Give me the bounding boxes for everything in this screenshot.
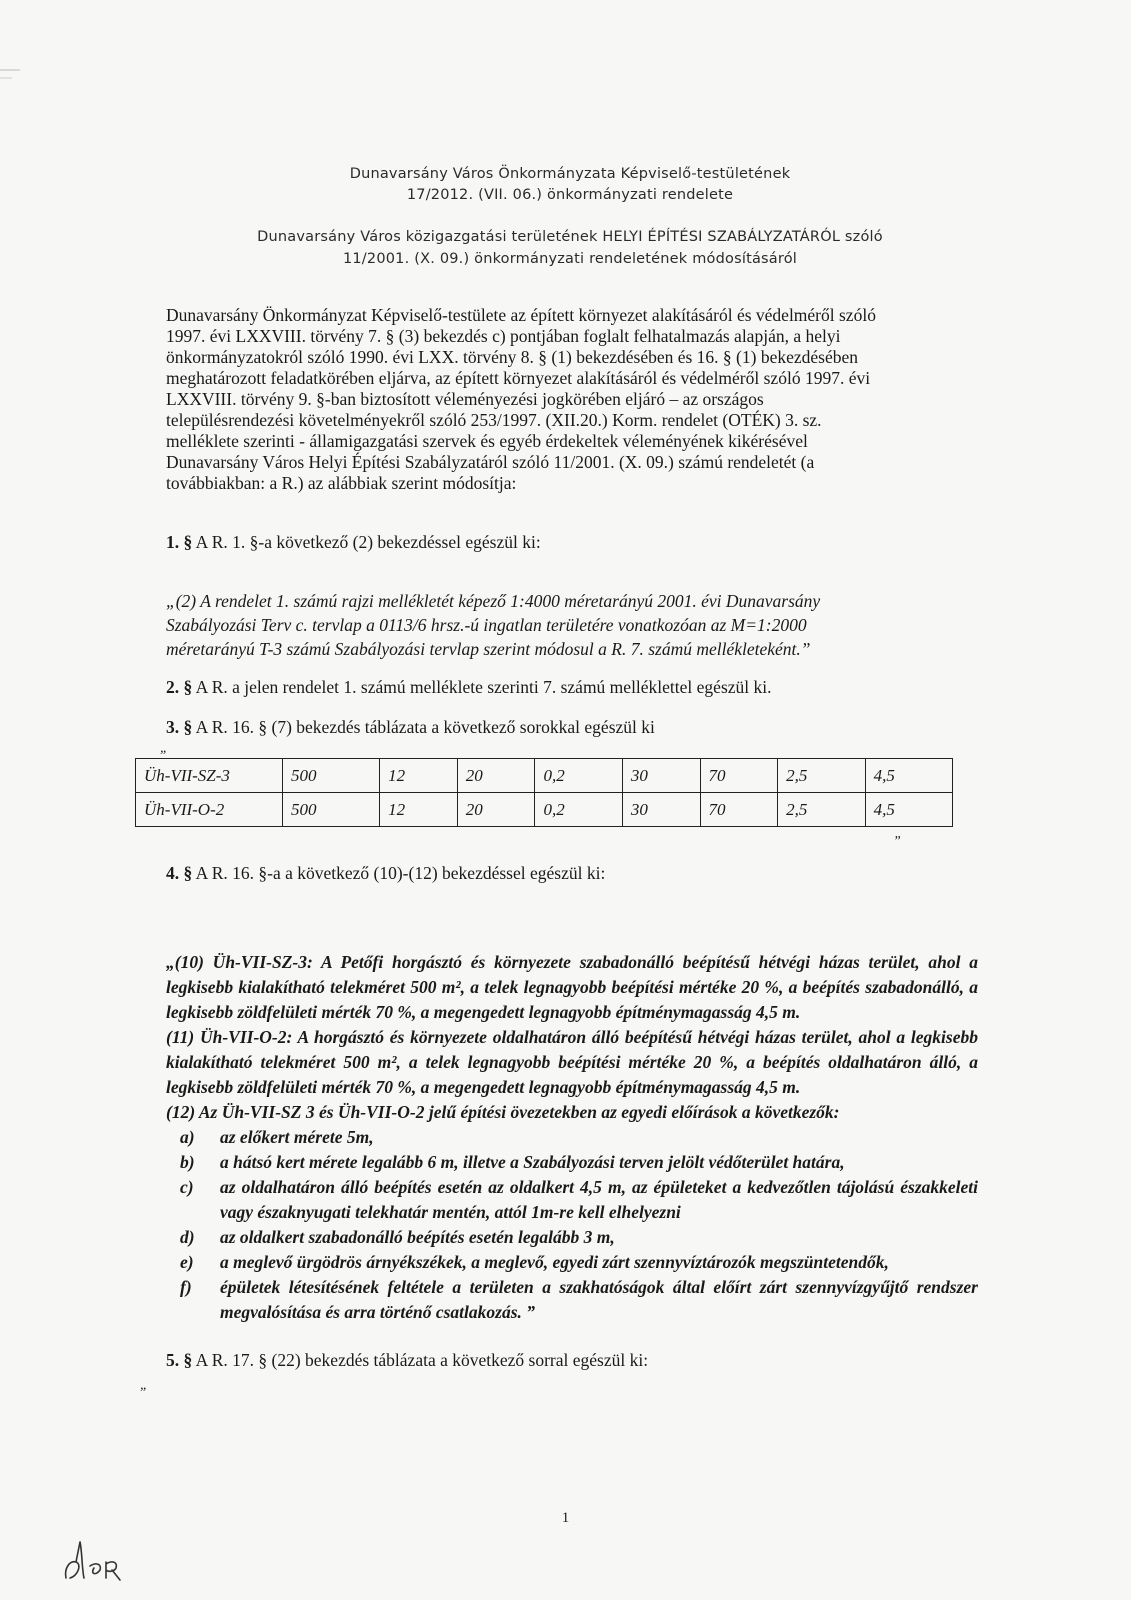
section-number: 2. § — [166, 677, 193, 697]
section-text: A R. 16. §-a a következő (10)-(12) bekezdéssel egészül ki: — [192, 863, 606, 883]
table-cell: 30 — [622, 759, 700, 793]
preamble-line: meghatározott feladatkörében eljárva, az épített környezet alakításáról és védelméről szóló 1997. évi — [166, 368, 871, 388]
table-close-quote: ” — [893, 834, 901, 849]
table-cell: 20 — [457, 759, 535, 793]
section-3 — [166, 717, 978, 738]
list-item — [180, 1275, 978, 1325]
table-row — [136, 759, 953, 793]
quote-line: „(2) A rendelet 1. számú rajzi mellékletét képező 1:4000 méretarányú 2001. évi Dunavarsány — [166, 591, 821, 611]
zoning-table — [135, 758, 953, 827]
header-line-3: Dunavarsány Város közigazgatási területének HELYI ÉPÍTÉSI SZABÁLYZATÁRÓL szóló — [257, 229, 883, 245]
list-label: c) — [180, 1177, 194, 1197]
section-text: A R. 16. § (7) bekezdés táblázata a következő sorokkal egészül ki — [192, 717, 655, 737]
table-cell: 70 — [700, 793, 778, 827]
table-cell: 2,5 — [778, 759, 865, 793]
list-text: az oldalkert szabadonálló beépítés esetén legalább 3 m, — [220, 1227, 615, 1247]
quote-line: méretarányú T-3 számú Szabályozási tervlap szerint módosul a R. 7. számú mellékleteként.” — [166, 639, 811, 659]
preamble-line: LXXVIII. törvény 9. §-ban biztosított véleményezési jogkörében eljáró – az országos — [166, 389, 764, 409]
section-number: 1. § — [166, 532, 193, 552]
list-label: a) — [180, 1127, 195, 1147]
section-text: A R. a jelen rendelet 1. számú melléklete szerinti 7. számú melléklettel egészül ki. — [192, 677, 772, 697]
section-4 — [166, 863, 978, 884]
section-text: A R. 17. § (22) bekezdés táblázata a következő sorral egészül ki: — [192, 1350, 649, 1370]
preamble-line: melléklete szerinti - államigazgatási szervek és egyéb érdekeltek véleményének kikérésével — [166, 431, 808, 451]
preamble — [166, 305, 978, 494]
scan-mark — [0, 60, 60, 100]
list-item — [180, 1150, 978, 1175]
list-label: e) — [180, 1252, 194, 1272]
table-cell: 12 — [380, 759, 458, 793]
page-number: 1 — [561, 1510, 570, 1526]
list-text: a hátsó kert mérete legalább 6 m, illetve a Szabályozási terven jelölt védőterület határa, — [220, 1152, 845, 1172]
table-cell: 4,5 — [865, 759, 952, 793]
preamble-line: továbbiakban: a R.) az alábbiak szerint módosítja: — [166, 473, 517, 493]
list-item — [180, 1225, 978, 1250]
preamble-line: Dunavarsány Város Helyi Építési Szabályzatáról szóló 11/2001. (X. 09.) számú rendeletét (a — [166, 452, 815, 472]
table-cell: 500 — [283, 759, 380, 793]
preamble-line: 1997. évi LXXVIII. törvény 7. § (3) bekezdés c) pontjában foglalt felhatalmazás alapján, a helyi — [166, 326, 841, 346]
section-4-quote — [166, 950, 978, 1325]
header-line-2: 17/2012. (VII. 06.) önkormányzati rendelete — [406, 187, 734, 203]
table-cell: 500 — [283, 793, 380, 827]
list-text: az előkert mérete 5m, — [220, 1127, 374, 1147]
list-item — [180, 1250, 978, 1275]
list-text: az oldalhatáron álló beépítés esetén az oldalkert 4,5 m, az épületeket a kedvezőtlen tájolású északkeleti vagy északnyugati telekhatár mentén, attól 1m-re kell elhelyezni — [220, 1177, 978, 1222]
section-number: 3. § — [166, 717, 193, 737]
preamble-line: önkormányzatokról szóló 1990. évi LXX. törvény 8. § (1) bekezdésében és 16. § (1) bekezdésében — [166, 347, 859, 367]
paragraph-10: „(10) Üh-VII-SZ-3: A Petőfi horgásztó és környezete szabadonálló beépítésű hétvégi házas terület, ahol a legkisebb kialakítható telekméret 500 m², a telek legnagyobb beépítési mértéke 20 %, a beépítés szabadonálló, a legkisebb zöldfelületi mérték 70 %, a megengedett legnagyobb építménymagasság 4,5 m. — [166, 952, 978, 1022]
table-cell: 12 — [380, 793, 458, 827]
section-1-quote — [166, 589, 978, 661]
header-line-1: Dunavarsány Város Önkormányzata Képviselő-testületének — [349, 166, 791, 182]
table-cell: 2,5 — [778, 793, 865, 827]
table-cell: Üh-VII-SZ-3 — [136, 759, 283, 793]
list-label: f) — [180, 1277, 192, 1297]
section-5 — [166, 1350, 978, 1371]
section-number: 5. § — [166, 1350, 193, 1370]
section-5-open-quote: „ — [140, 1378, 148, 1393]
table-cell: 4,5 — [865, 793, 952, 827]
list-text: a meglevő ürgödrös árnyékszékek, a meglevő, egyedi zárt szennyvíztározók megszüntetendők, — [220, 1252, 889, 1272]
list-item — [180, 1175, 978, 1225]
list-label: d) — [180, 1227, 195, 1247]
list-item — [180, 1125, 978, 1150]
list-label: b) — [180, 1152, 195, 1172]
table-cell: 0,2 — [535, 759, 622, 793]
paragraph-11: (11) Üh-VII-O-2: A horgásztó és környezete oldalhatáron álló beépítésű hétvégi házas terület, ahol a legkisebb kialakítható telekméret 500 m², a telek legnagyobb beépítési mértéke 20 %, a beépítés oldalhatáron álló, a legkisebb zöldfelületi mérték 70 %, a megengedett legnagyobb építménymagasság 4,5 m. — [166, 1027, 978, 1097]
table-cell: 30 — [622, 793, 700, 827]
table-cell: 20 — [457, 793, 535, 827]
preamble-line: Dunavarsány Önkormányzat Képviselő-testülete az épített környezet alakításáról és védelméről szóló — [166, 305, 876, 325]
table-cell: Üh-VII-O-2 — [136, 793, 283, 827]
table-open-quote: „ — [160, 741, 168, 756]
section-2 — [166, 677, 978, 698]
table-cell: 70 — [700, 759, 778, 793]
preamble-line: településrendezési követelményekről szóló 253/1997. (XII.20.) Korm. rendelet (OTÉK) 3. sz. — [166, 410, 822, 430]
table-cell: 0,2 — [535, 793, 622, 827]
list-text: épületek létesítésének feltétele a területen a szakhatóságok által előírt zárt szennyvízgyűjtő rendszer megvalósítása és arra történő csatlakozás. ” — [220, 1277, 978, 1322]
table-row — [136, 793, 953, 827]
section-number: 4. § — [166, 863, 193, 883]
paragraph-12: (12) Az Üh-VII-SZ 3 és Üh-VII-O-2 jelű építési övezetekben az egyedi előírások a következők: — [166, 1102, 840, 1122]
requirements-list — [166, 1125, 978, 1325]
quote-line: Szabályozási Terv c. tervlap a 0113/6 hrsz.-ú ingatlan területére vonatkozóan az M=1:2000 — [166, 615, 807, 635]
section-text: A R. 1. §-a következő (2) bekezdéssel egészül ki: — [192, 532, 541, 552]
handwritten-initials — [60, 1540, 140, 1585]
section-1 — [166, 532, 978, 553]
header-line-4: 11/2001. (X. 09.) önkormányzati rendeletének módosításáról — [342, 251, 798, 267]
